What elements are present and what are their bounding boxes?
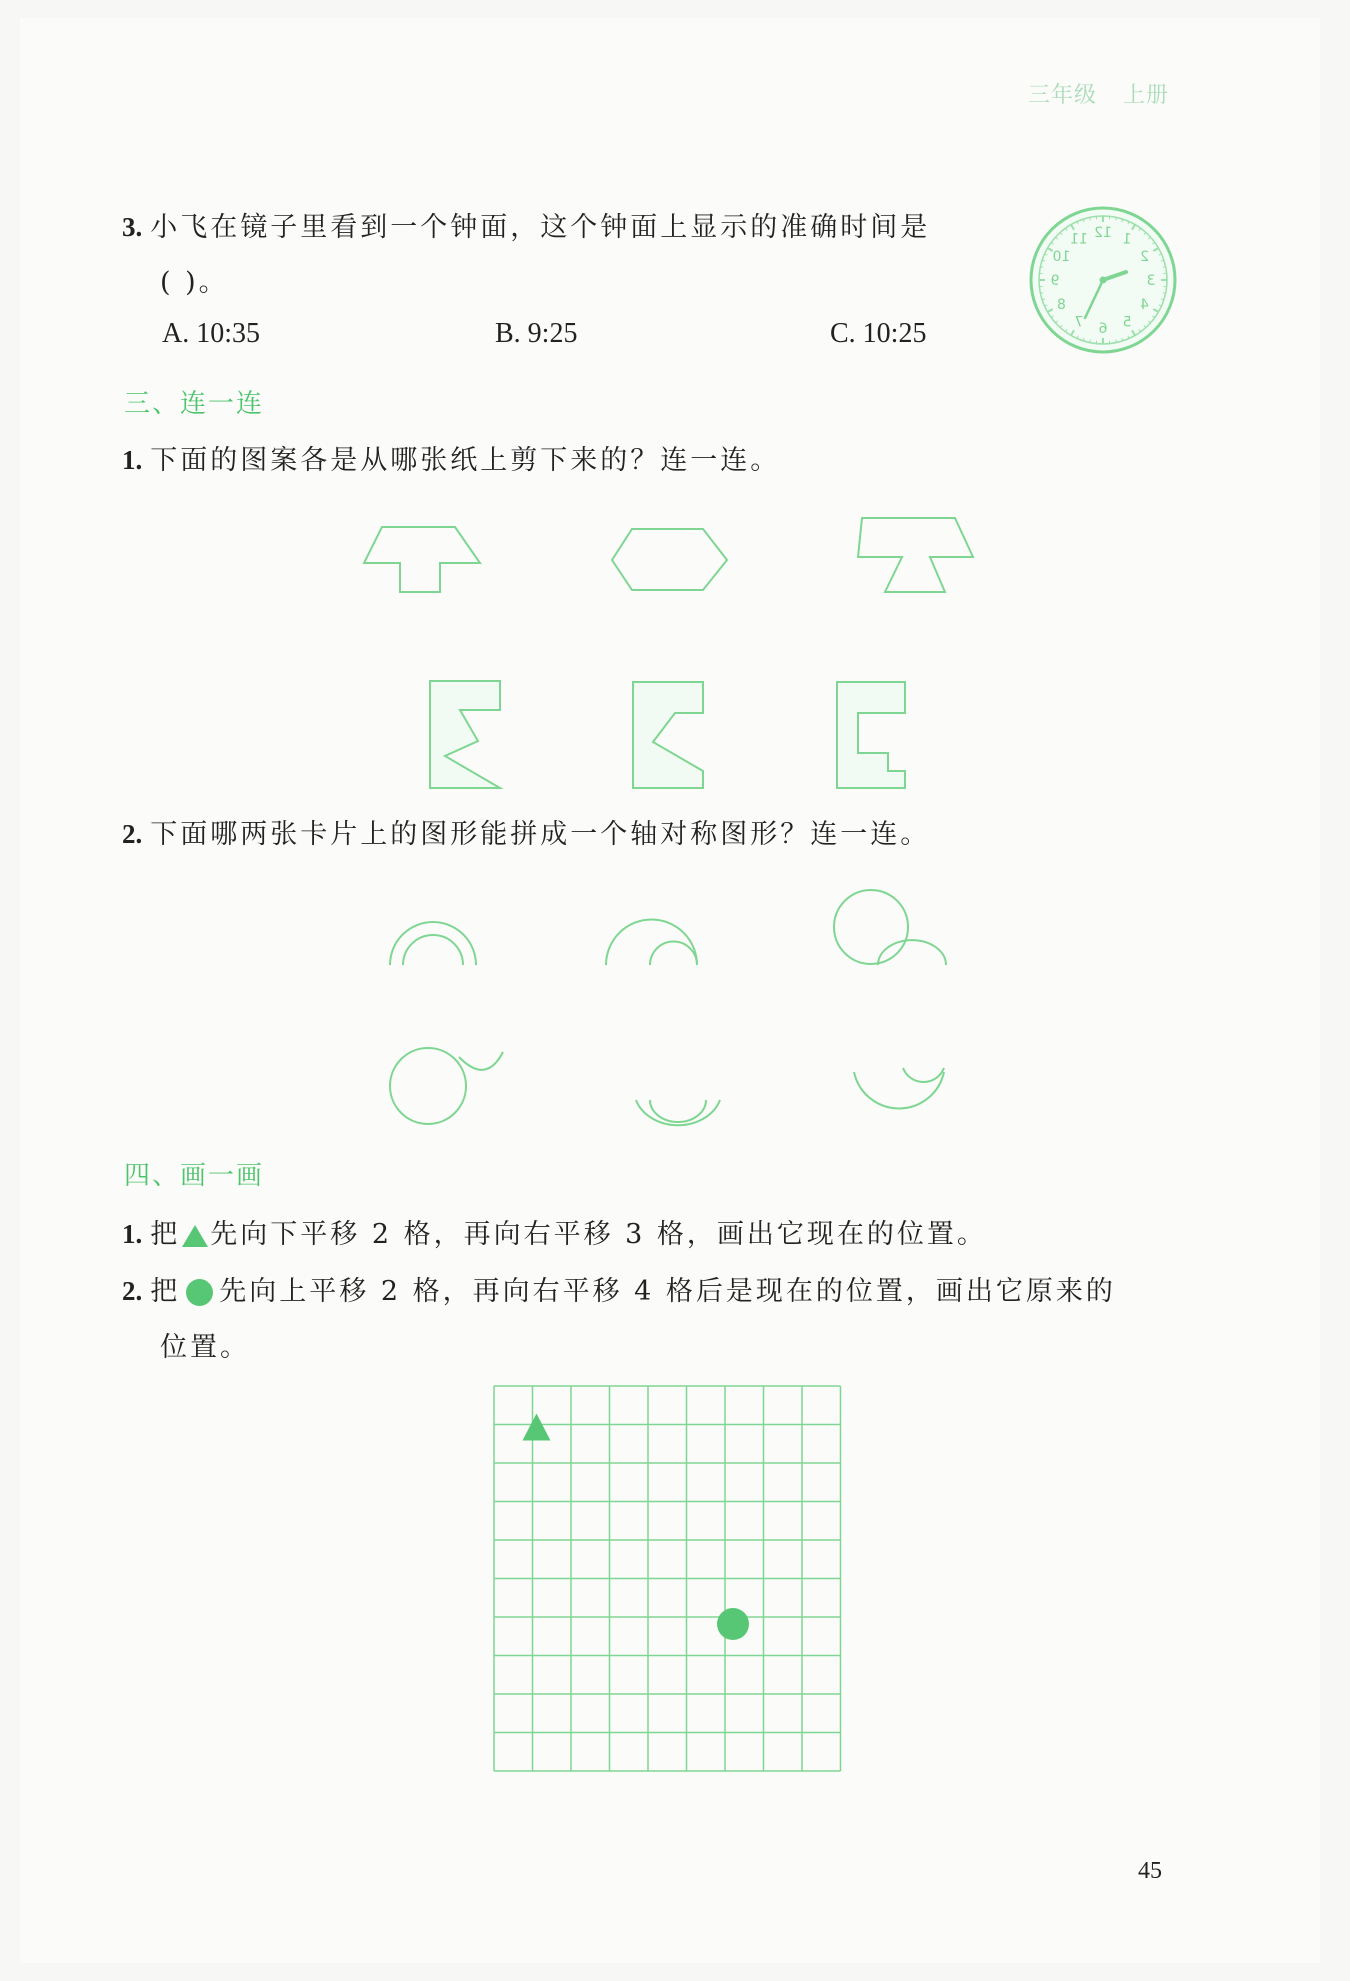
translation-grid[interactable] <box>493 1385 843 1770</box>
grid-triangle[interactable] <box>523 1414 551 1441</box>
clock-numeral: 10 <box>1052 249 1071 265</box>
card-6[interactable] <box>854 1068 944 1108</box>
clock-numeral: 2 <box>1140 249 1150 265</box>
triangle-icon <box>182 1225 208 1247</box>
clock-numeral: 4 <box>1140 297 1150 313</box>
clock-numeral: 5 <box>1122 314 1132 331</box>
clock-numeral: 8 <box>1056 297 1066 313</box>
question-number: 1. <box>122 445 143 475</box>
question-text-continued: 位置。 <box>160 1332 250 1363</box>
mirrored-clock <box>1028 205 1178 355</box>
pattern-anvil[interactable] <box>858 518 973 592</box>
grade-label: 三年级 <box>1028 83 1098 108</box>
card-3[interactable] <box>834 890 946 965</box>
clock-numeral: 7 <box>1074 314 1084 331</box>
section-4-title: 四、画一画 <box>124 1161 265 1191</box>
option-a[interactable]: A. 10:35 <box>162 318 260 349</box>
clock-numeral: 1 <box>1122 231 1132 248</box>
question-number: 1. <box>122 1219 143 1249</box>
section-3-question-1 <box>122 438 780 477</box>
pattern-hexagon[interactable] <box>612 529 727 590</box>
question-3 <box>122 205 930 244</box>
symmetry-cards <box>0 880 1350 1140</box>
grid-circle[interactable] <box>717 1608 749 1640</box>
folded-papers <box>0 678 1350 818</box>
question-text: 小飞在镜子里看到一个钟面，这个钟面上显示的准确时间是 <box>150 212 931 243</box>
question-text-after: 先向下平移 2 格，再向右平移 3 格，画出它现在的位置。 <box>210 1219 987 1250</box>
page-header <box>1028 78 1195 109</box>
question-text: 下面哪两张卡片上的图形能拼成一个轴对称图形？连一连。 <box>150 819 931 850</box>
option-b[interactable]: B. 9:25 <box>495 318 578 349</box>
circle-icon <box>186 1279 213 1306</box>
question-number: 2. <box>122 1276 143 1306</box>
clock-numeral: 11 <box>1070 231 1088 248</box>
volume-label: 上册 <box>1123 83 1170 108</box>
paper-3[interactable] <box>837 682 905 788</box>
answer-blank[interactable]: ( )。 <box>160 267 229 298</box>
clock-numeral: 12 <box>1094 225 1112 241</box>
clock-numeral: 6 <box>1098 321 1108 337</box>
section-3-question-2 <box>122 812 930 851</box>
question-text-before: 把 <box>150 1276 181 1307</box>
card-2[interactable] <box>606 920 697 966</box>
card-5[interactable] <box>636 1100 720 1125</box>
option-c[interactable]: C. 10:25 <box>830 318 927 349</box>
paper-2[interactable] <box>633 682 703 788</box>
page-number: 45 <box>1138 1858 1162 1884</box>
card-1[interactable] <box>390 922 476 965</box>
paper-1[interactable] <box>430 681 500 788</box>
section-3-title: 三、连一连 <box>124 389 265 419</box>
card-4[interactable] <box>390 1048 503 1124</box>
question-number: 2. <box>122 819 143 849</box>
pattern-t-shape[interactable] <box>364 527 480 592</box>
question-text: 下面的图案各是从哪张纸上剪下来的？连一连。 <box>150 445 781 476</box>
question-text-before: 把 <box>150 1219 181 1250</box>
question-text-after: 先向上平移 2 格，再向右平移 4 格后是现在的位置，画出它原来的 <box>219 1276 1116 1307</box>
clock-numeral: 3 <box>1146 273 1156 289</box>
question-number: 3. <box>122 212 143 242</box>
clock-numeral: 9 <box>1050 273 1060 289</box>
section-4-question-2 <box>122 1269 1116 1308</box>
section-4-question-1 <box>122 1212 987 1251</box>
